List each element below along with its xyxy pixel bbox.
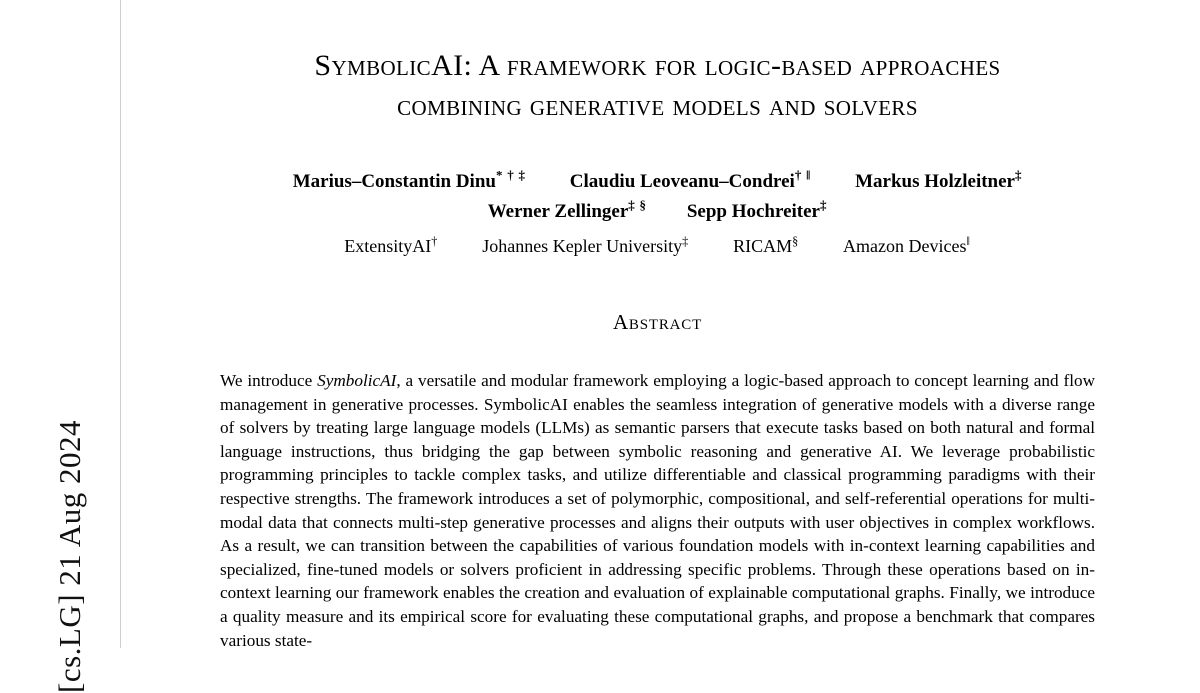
author	[570, 168, 811, 196]
arxiv-stamp-text: [cs.LG] 21 Aug 2024	[52, 420, 87, 693]
affiliation	[344, 232, 438, 260]
affiliation-name: ExtensityAI	[344, 236, 432, 256]
affiliation	[733, 232, 799, 260]
affiliation-mark: ‖	[966, 234, 971, 248]
affiliation-mark: †	[431, 234, 439, 248]
author	[293, 168, 526, 196]
author-name: Sepp Hochreiter	[686, 201, 820, 222]
affiliation	[843, 232, 971, 260]
title-line-2: combining generative models and solvers	[397, 89, 918, 122]
abstract-heading: Abstract	[612, 310, 703, 334]
author	[687, 198, 827, 226]
author-row-2	[130, 198, 1185, 226]
affiliation-mark: §	[792, 234, 800, 248]
affiliation-name: Johannes Kepler University	[482, 236, 683, 256]
author-marks: ‡	[820, 197, 828, 213]
author-name: Werner Zellinger	[487, 201, 629, 222]
author-marks: † ‖	[794, 167, 812, 183]
author	[488, 198, 647, 226]
author-marks: ‡	[1015, 167, 1023, 183]
arxiv-stamp	[0, 0, 120, 693]
abstract-part-1: We introduce	[220, 371, 318, 390]
author-marks: * † ‡	[495, 167, 526, 183]
abstract-emphasis: SymbolicAI	[317, 371, 397, 390]
author-name: Marius–Constantin Dinu	[292, 171, 496, 192]
author	[855, 168, 1022, 196]
paper-page	[130, 0, 1185, 648]
page-divider	[120, 0, 121, 648]
author-marks: ‡ §	[628, 197, 647, 213]
author-name: Claudiu Leoveanu–Condrei	[569, 171, 795, 192]
author-row-1	[130, 168, 1185, 196]
abstract-part-2: , a versatile and modular framework employing a logic-based approach to concept learning and flow management in generative processes. SymbolicAI enables the seamless integration of generative models with a diverse range of solvers by treating large language models (LLMs) as semantic parsers that execute tasks based on both natural and formal language instructions, thus bridging the gap between symbolic reasoning and generative AI. We leverage probabilistic programming principles to tackle complex tasks, and utilize differentiable and classical programming paradigms with their respective strengths. The framework introduces a set of polymorphic, compositional, and self-referential operations for multi-modal data that connects multi-step generative processes and aligns their outputs with user objectives in complex workflows. As a result, we can transition between the capabilities of various foundation models with in-context learning capabilities and specialized, fine-tuned models or solvers proficient in addressing specific problems. Through these operations based on in-context learning our framework enables the creation and evaluation of explainable computational graphs. Finally, we introduce a quality measure and its empirical score for evaluating these computational graphs, and propose a benchmark that compares various state-	[220, 371, 1095, 650]
author-name: Markus Holzleitner	[855, 171, 1015, 192]
page-title	[150, 46, 1165, 126]
affiliation-row	[130, 232, 1185, 260]
author-block	[130, 168, 1185, 260]
affiliation-name: Amazon Devices	[843, 236, 967, 256]
affiliation-name: RICAM	[733, 236, 793, 256]
affiliation-mark: ‡	[682, 234, 690, 248]
affiliation	[482, 232, 689, 260]
abstract-text	[220, 369, 1095, 652]
title-line-1: SymbolicAI: A framework for logic-based approaches	[314, 49, 1001, 82]
